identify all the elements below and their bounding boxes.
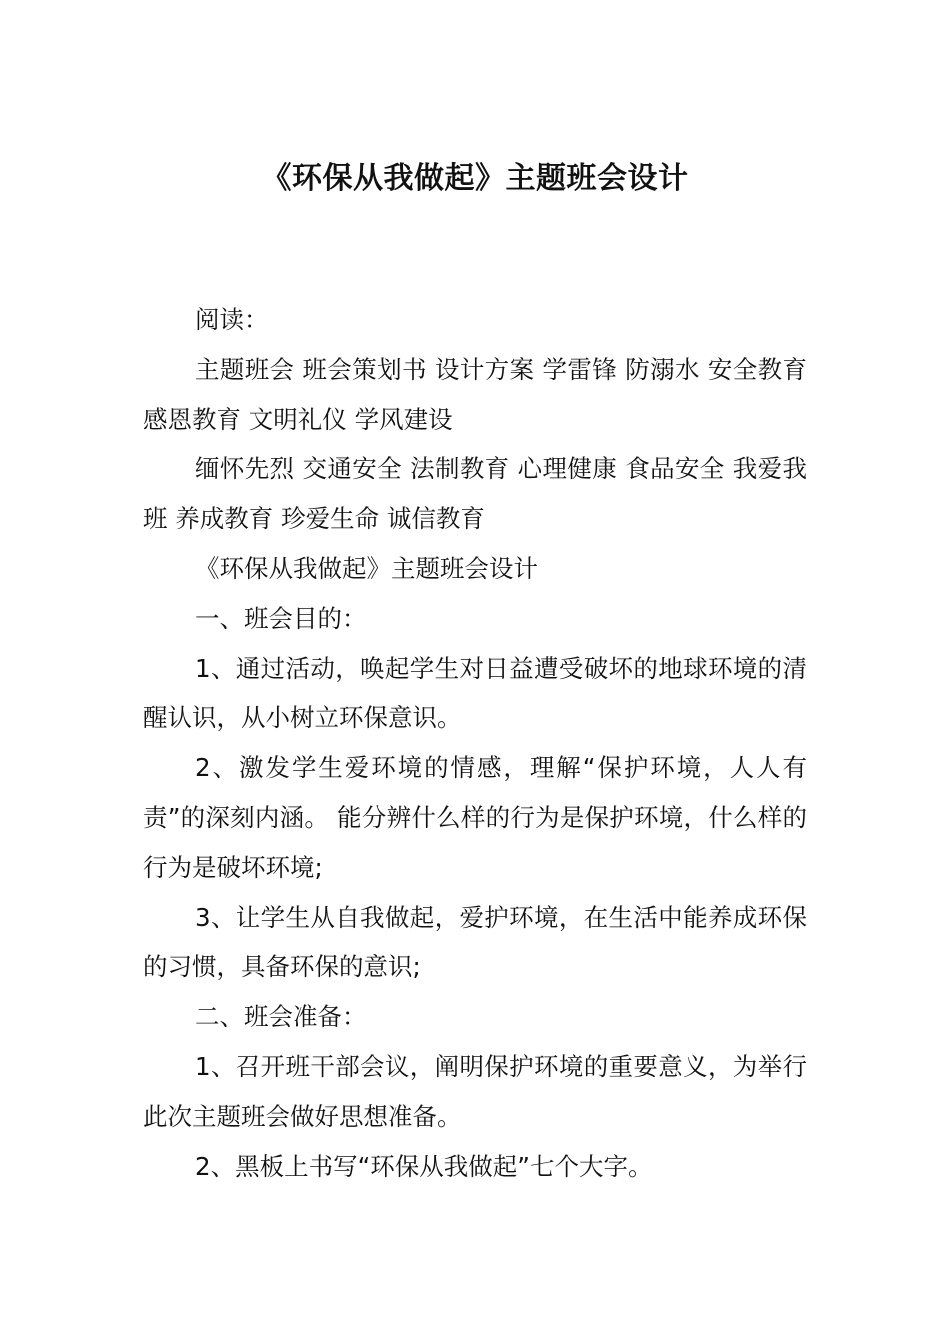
- goal-item-3: 3、让学生从自我做起，爱护环境，在生活中能养成环保的习惯，具备环保的意识;: [143, 902, 807, 982]
- goal-item-1: 1、通过活动，唤起学生对日益遭受破坏的地球环境的清醒认识，从小树立环保意识。: [143, 653, 807, 733]
- document-title: 《环保从我做起》主题班会设计: [261, 161, 689, 196]
- section-heading-preparation: 二、班会准备：: [195, 1002, 367, 1032]
- preparation-item-1: 1、召开班干部会议，阐明保护环境的重要意义，为举行此次主题班会做好思想准备。: [143, 1051, 807, 1131]
- subtitle: 《环保从我做起》主题班会设计: [195, 553, 538, 583]
- section-heading-goals: 一、班会目的：: [195, 603, 367, 633]
- preparation-item-2: 2、黑板上书写“环保从我做起”七个大字。: [195, 1151, 653, 1181]
- document-body: [143, 295, 807, 1191]
- goal-item-2: 2、激发学生爱环境的情感，理解“保护环境，人人有责”的深刻内涵。 能分辨什么样的行为是保护环境，什么样的行为是破坏环境;: [143, 753, 807, 882]
- topic-tags-line-1: 主题班会 班会策划书 设计方案 学雷锋 防溺水 安全教育 感恩教育 文明礼仪 学风建设: [143, 354, 807, 434]
- reading-label: 阅读：: [195, 305, 269, 334]
- topic-tags-line-2: 缅怀先烈 交通安全 法制教育 心理健康 食品安全 我爱我班 养成教育 珍爱生命 诚信教育: [143, 454, 807, 534]
